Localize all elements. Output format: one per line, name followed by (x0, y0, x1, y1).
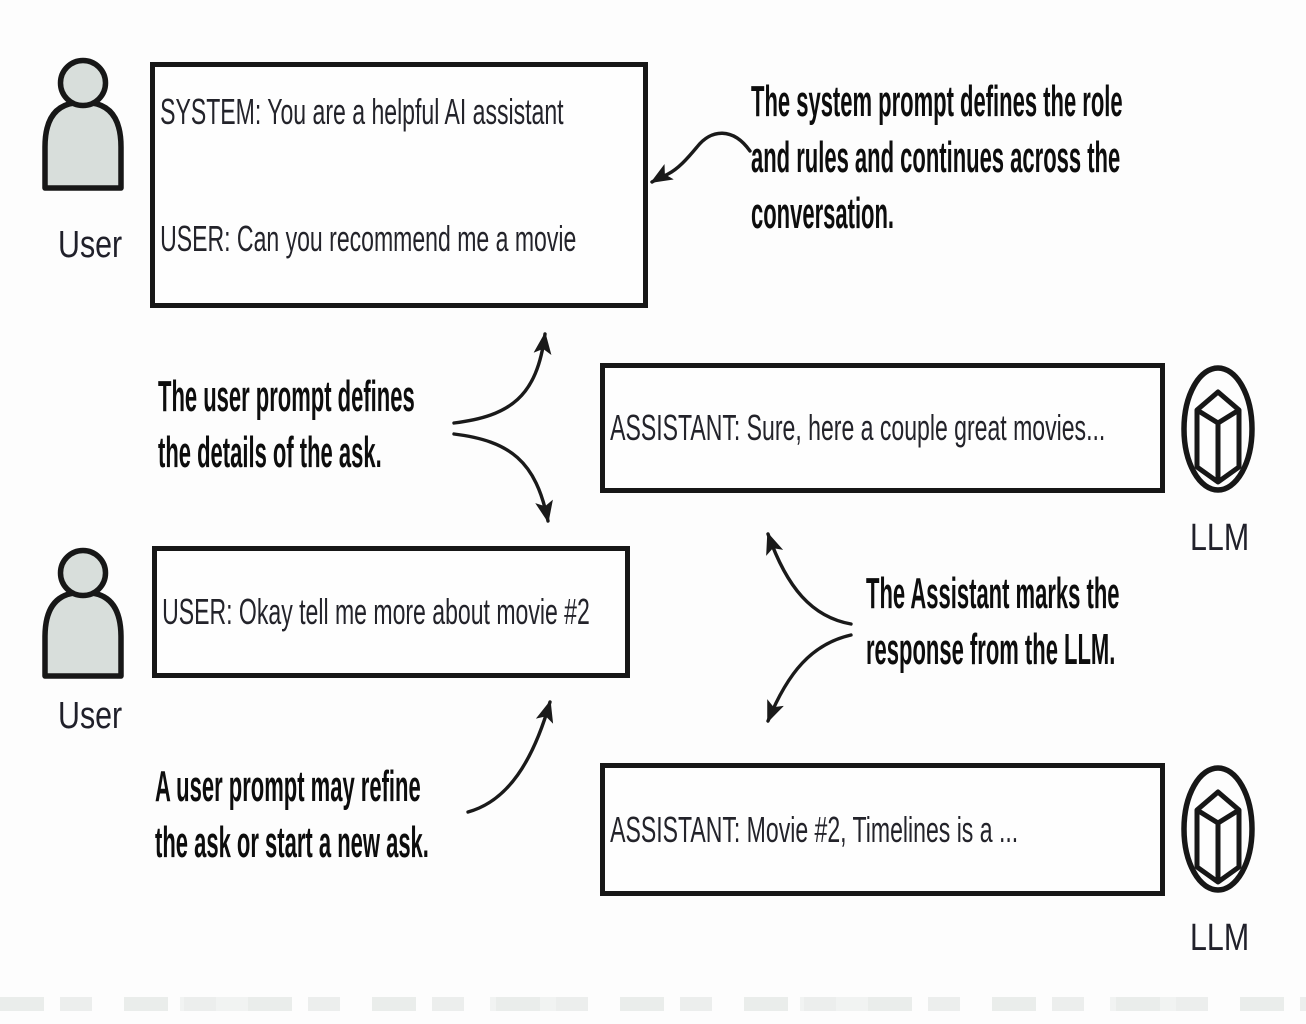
person-icon (40, 545, 126, 681)
note-system-prompt-line3: conversation. (751, 189, 895, 238)
note-refine-line1: A user prompt may refine (155, 762, 421, 811)
system-message-text: SYSTEM: You are a helpful AI assistant (160, 91, 564, 132)
message-box-assistant-2 (600, 763, 1165, 896)
message-box-user-2 (152, 546, 630, 678)
arrow-systemnote-to-box1 (652, 133, 750, 182)
note-refine (155, 759, 429, 871)
user-avatar-1 (40, 55, 126, 196)
note-system-prompt-line2: and rules and continues across the (751, 133, 1121, 182)
llm-avatar-1 (1180, 365, 1258, 502)
note-assistant-line2: response from the LLM. (866, 625, 1116, 674)
user-label-1: User (58, 224, 123, 266)
arrow-refinenote-to-box3 (468, 702, 550, 812)
llm-cube-icon (1180, 765, 1258, 897)
user-message-text-2: USER: Okay tell me more about movie #2 (162, 591, 590, 632)
note-assistant-line1: The Assistant marks the (866, 569, 1120, 618)
arrow-assistantnote-to-box2 (768, 534, 851, 624)
note-assistant (866, 566, 1120, 678)
arrow-assistantnote-to-box4 (768, 635, 851, 721)
arrow-usernote-to-box1 (454, 334, 545, 423)
message-box-system-user (150, 62, 648, 308)
llm-cube-icon (1180, 365, 1258, 497)
person-icon (40, 55, 126, 191)
assistant-message-text-1: ASSISTANT: Sure, here a couple great movies... (610, 407, 1106, 448)
llm-label-2: LLM (1190, 917, 1250, 959)
arrow-usernote-to-box3 (454, 434, 548, 521)
message-box-assistant-1 (600, 363, 1165, 493)
note-user-prompt-line1: The user prompt defines (158, 372, 415, 421)
note-system-prompt (751, 74, 1123, 242)
user-avatar-2 (40, 545, 126, 686)
llm-avatar-2 (1180, 765, 1258, 902)
cropped-text-edge (0, 997, 1306, 1011)
user-label-2: User (58, 695, 123, 737)
note-refine-line2: the ask or start a new ask. (155, 818, 429, 867)
user-message-text: USER: Can you recommend me a movie (160, 218, 577, 259)
note-user-prompt (158, 369, 415, 481)
note-user-prompt-line2: the details of the ask. (158, 428, 382, 477)
note-system-prompt-line1: The system prompt defines the role (751, 77, 1123, 126)
assistant-message-text-2: ASSISTANT: Movie #2, Timelines is a ... (610, 808, 1019, 850)
llm-label-1: LLM (1190, 517, 1250, 559)
